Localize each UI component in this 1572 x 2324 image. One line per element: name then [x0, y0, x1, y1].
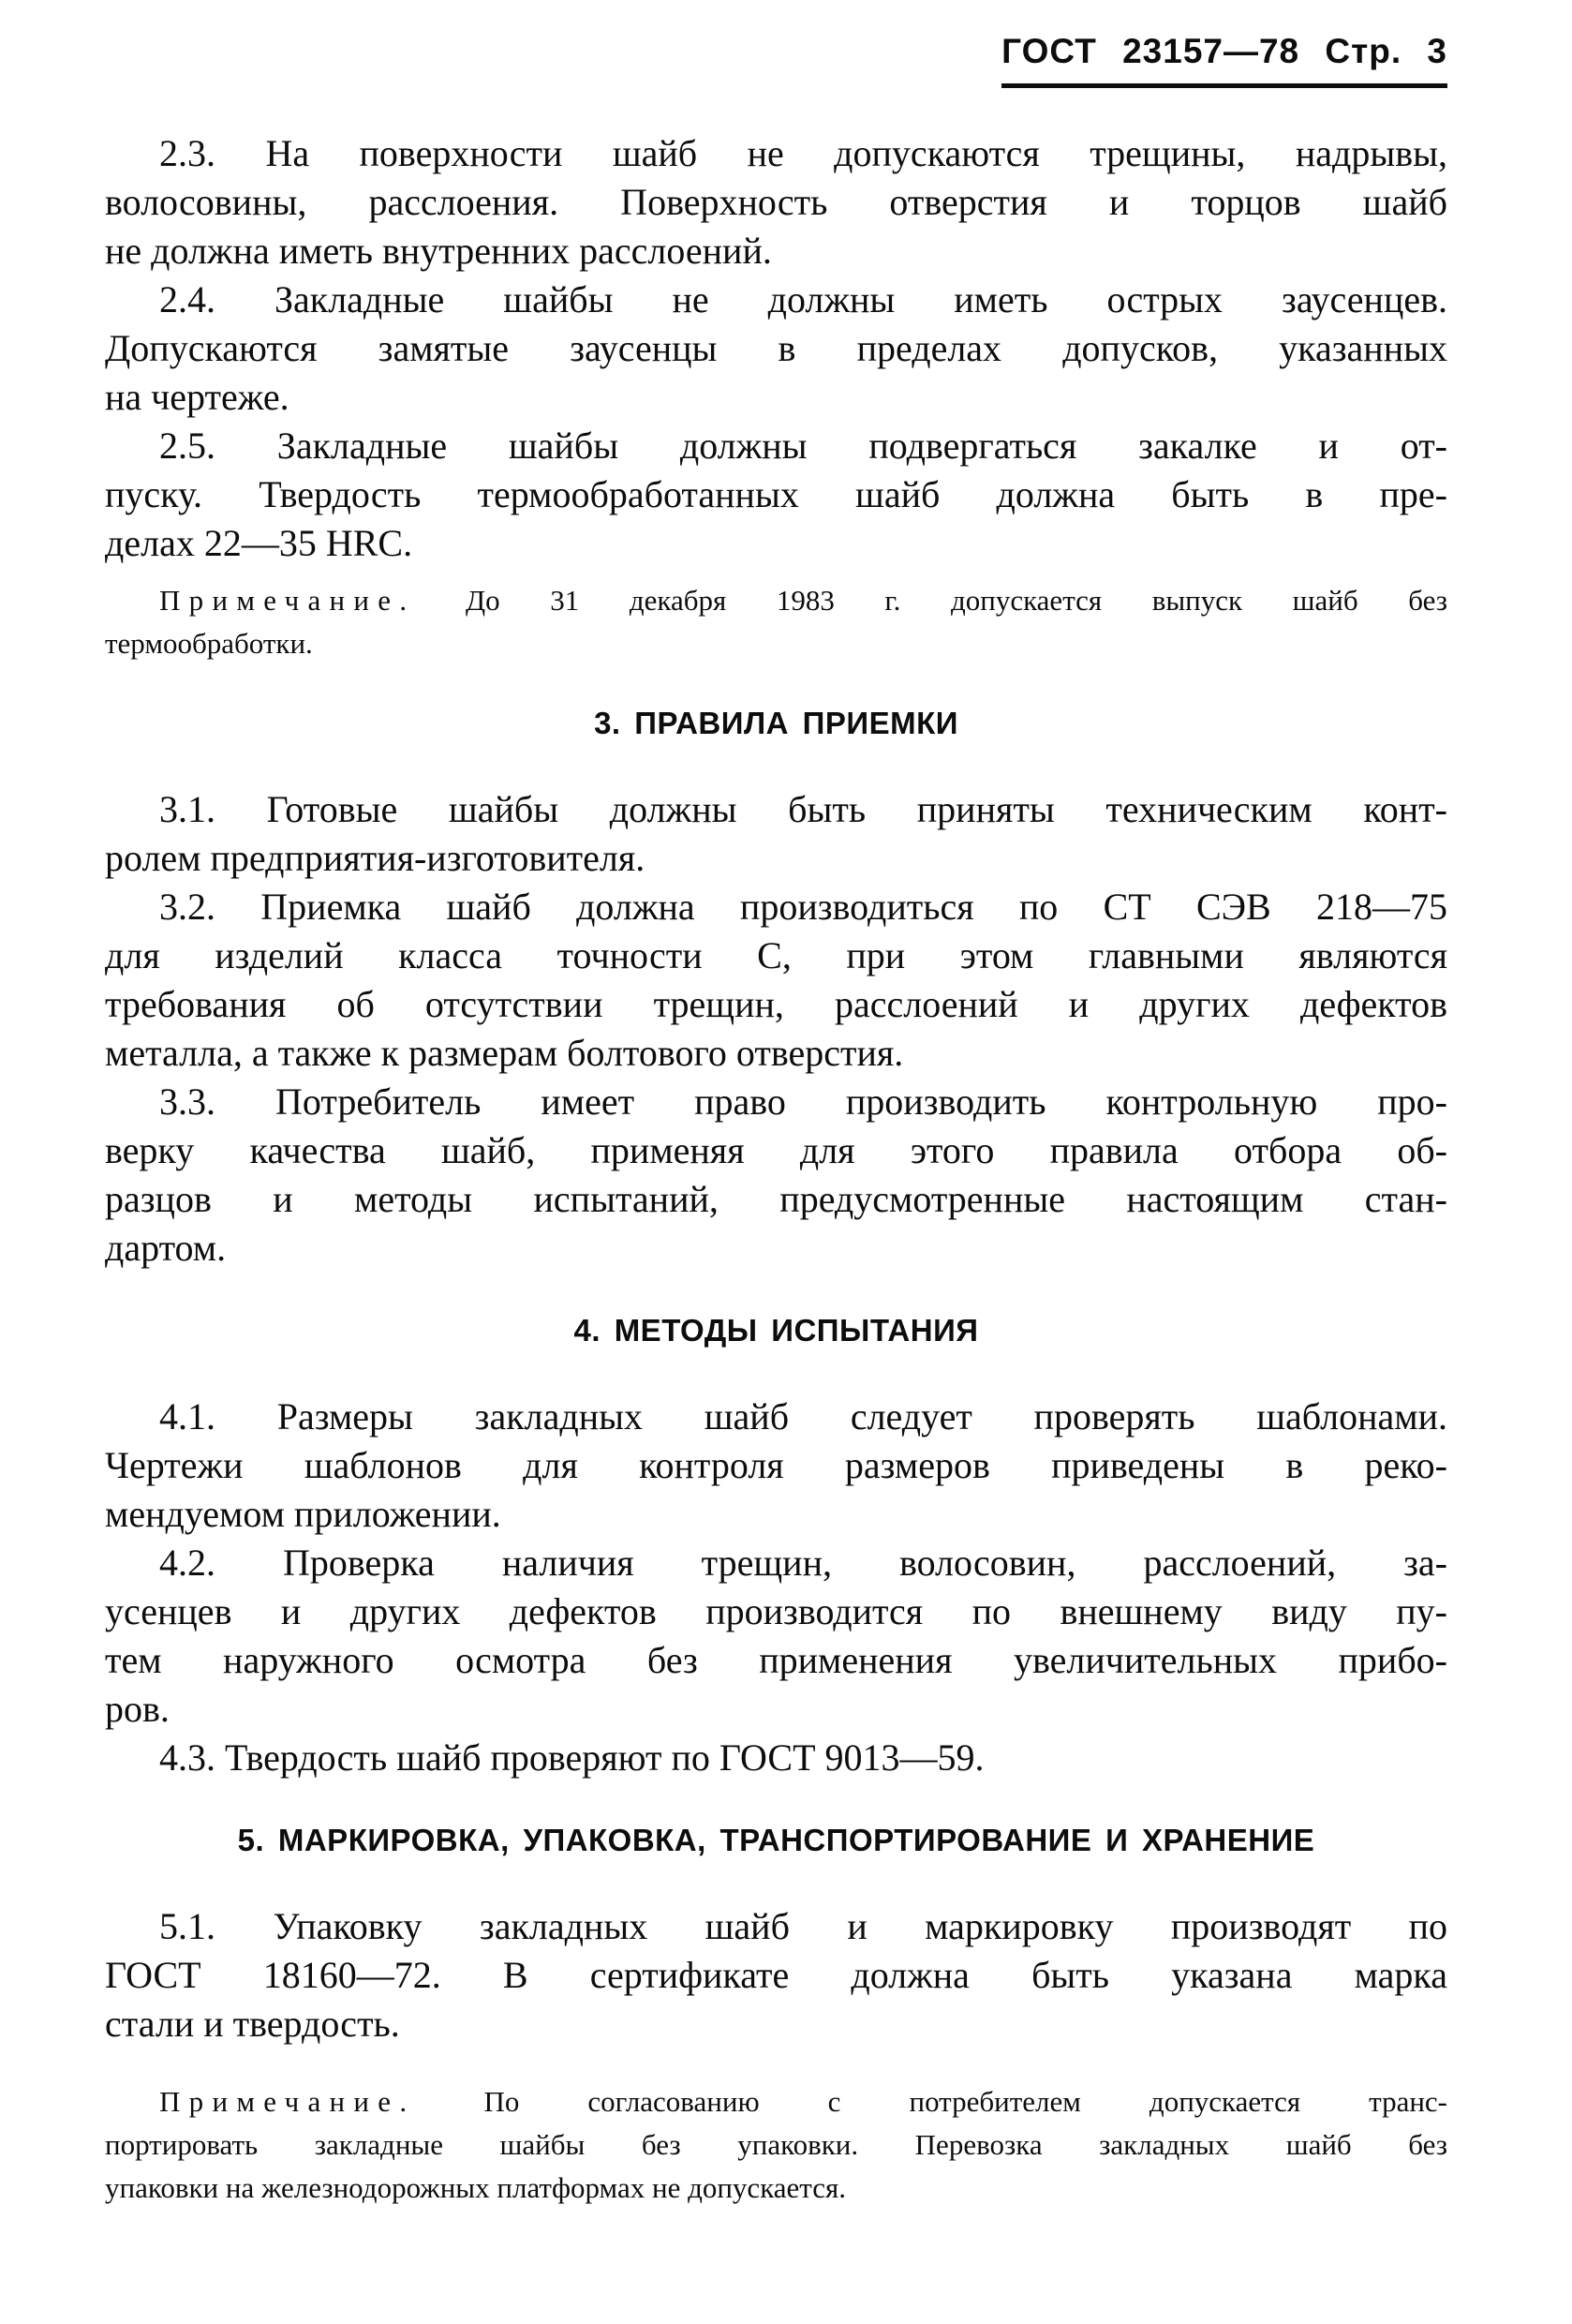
- section-heading: 4. МЕТОДЫ ИСПЫТАНИЯ: [573, 1313, 979, 1348]
- text-line: [105, 579, 1447, 622]
- text-line: 4.1. Размеры закладных шайб следует проверять шаблонами.: [159, 1395, 1447, 1438]
- text-line: Допускаются замятые заусенцы в пределах допусков, указанных: [105, 327, 1447, 369]
- note: [105, 579, 1447, 665]
- text-line: 2.5. Закладные шайбы должны подвергаться закалке и от-: [159, 425, 1447, 467]
- text-line: ролем предприятия-изготовителя.: [105, 837, 645, 879]
- text-line: 2.3. На поверхности шайб не допускаются трещины, надрывы,: [159, 132, 1447, 174]
- text-line: стали и твердость.: [105, 2003, 400, 2045]
- text-line: 3.2. Приемка шайб должна производиться по СТ СЭВ 218—75: [159, 886, 1447, 928]
- paragraph: [105, 785, 1447, 883]
- paragraph: [105, 276, 1447, 422]
- text-line: верку качества шайб, применяя для этого правила отбора об-: [105, 1129, 1447, 1171]
- text-line: 3.3. Потребитель имеет право производить контрольную про-: [159, 1080, 1447, 1123]
- document-body: [105, 129, 1447, 2210]
- text-line: термообработки.: [105, 627, 313, 660]
- text-line: усенцев и других дефектов производится по внешнему виду пу-: [105, 1590, 1447, 1632]
- note-label: Примечание.: [159, 584, 416, 617]
- text-line: тем наружного осмотра без применения увеличительных прибо-: [105, 1639, 1447, 1681]
- text-line: металла, а также к размерам болтового отверстия.: [105, 1032, 904, 1074]
- text-line: ГОСТ 18160—72. В сертификате должна быть указана марка: [105, 1954, 1447, 1996]
- text-line: волосовины, расслоения. Поверхность отверстия и торцов шайб: [105, 181, 1447, 223]
- paragraph: [105, 422, 1447, 568]
- text-line: на чертеже.: [105, 376, 289, 418]
- paragraph: [105, 1539, 1447, 1734]
- section-heading: 5. МАРКИРОВКА, УПАКОВКА, ТРАНСПОРТИРОВАНИЕ И ХРАНЕНИЕ: [237, 1823, 1315, 1857]
- text-line: требования об отсутствии трещин, расслоений и других дефектов: [105, 983, 1447, 1025]
- text-line: 3.1. Готовые шайбы должны быть приняты техническим конт-: [159, 788, 1447, 830]
- note: [105, 2080, 1447, 2210]
- text-line: дартом.: [105, 1227, 227, 1269]
- standard-number: ГОСТ 23157—78 Стр. 3: [1001, 32, 1447, 88]
- paragraph: [105, 1734, 1447, 1782]
- text-line: 2.4. Закладные шайбы не должны иметь острых заусенцев.: [159, 278, 1447, 320]
- text-line: 5.1. Упаковку закладных шайб и маркировку производят по: [159, 1905, 1447, 1947]
- text-line: 4.2. Проверка наличия трещин, волосовин, расслоений, за-: [159, 1542, 1447, 1584]
- paragraph: [105, 1078, 1447, 1273]
- paragraph: [105, 1902, 1447, 2048]
- paragraph: [105, 1393, 1447, 1539]
- text-line: делах 22—35 HRC.: [105, 522, 413, 564]
- text-line: портировать закладные шайбы без упаковки. Перевозка закладных шайб без: [105, 2128, 1447, 2161]
- paragraph: [105, 883, 1447, 1078]
- text-line: упаковки на железнодорожных платформах не допускается.: [105, 2171, 846, 2204]
- note-label: Примечание.: [159, 2085, 416, 2118]
- text-line: [105, 2080, 1447, 2123]
- text-line: разцов и методы испытаний, предусмотренные настоящим стан-: [105, 1178, 1447, 1220]
- text-line: ров.: [105, 1688, 170, 1730]
- text-line: мендуемом приложении.: [105, 1493, 501, 1535]
- section-heading: 3. ПРАВИЛА ПРИЕМКИ: [594, 706, 958, 740]
- text-line: пуску. Твердость термообработанных шайб должна быть в пре-: [105, 473, 1447, 515]
- text-line: для изделий класса точности С, при этом главными являются: [105, 934, 1447, 976]
- page-header: [1001, 32, 1447, 88]
- note-text: По согласованию с потребителем допускается транс-: [483, 2085, 1448, 2118]
- paragraph: [105, 129, 1447, 276]
- text-line: 4.3. Твердость шайб проверяют по ГОСТ 9013—59.: [159, 1736, 985, 1779]
- note-text: До 31 декабря 1983 г. допускается выпуск шайб без: [466, 584, 1448, 617]
- text-line: не должна иметь внутренних расслоений.: [105, 230, 772, 272]
- text-line: Чертежи шаблонов для контроля размеров приведены в реко-: [105, 1444, 1447, 1486]
